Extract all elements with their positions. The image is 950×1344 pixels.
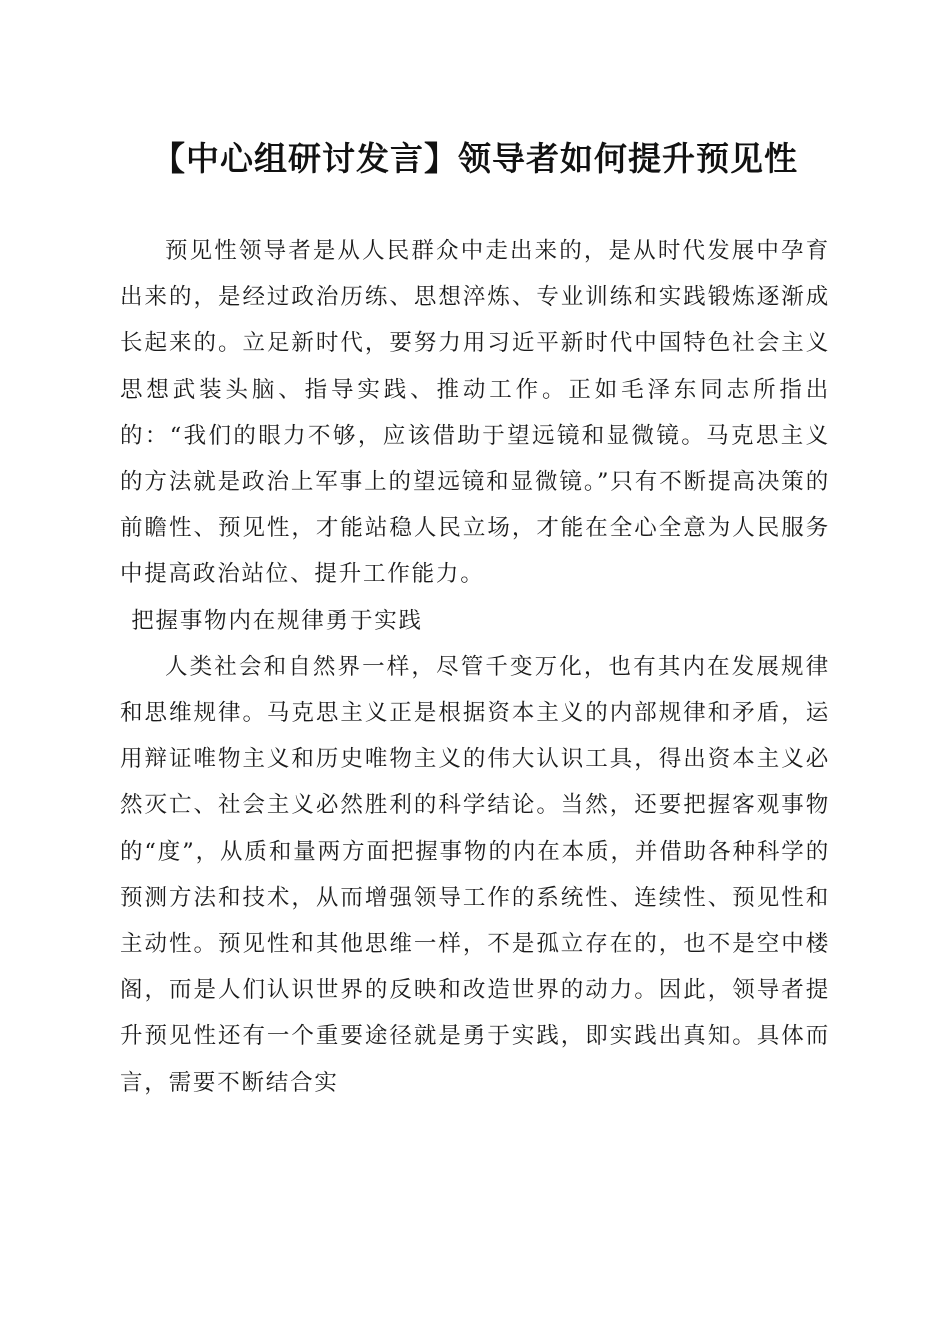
paragraph-body: 人类社会和自然界一样，尽管千变万化，也有其内在发展规律和思维规律。马克思主义正是根据资本主义的内部规律和矛盾，运用辩证唯物主义和历史唯物主义的伟大认识工具，得出资本主义必然灭亡、社会主义必然胜利的科学结论。当然，还要把握客观事物的“度”，从质和量两方面把握事物的内在本质，并借助各种科学的预测方法和技术，从而增强领导工作的系统性、连续性、预见性和主动性。预见性和其他思维一样，不是孤立存在的，也不是空中楼阁，而是人们认识世界的反映和改造世界的动力。因此，领导者提升预见性还有一个重要途径就是勇于实践，即实践出真知。具体而言，需要不断结合实 bbox=[120, 653, 830, 1096]
document-title: 【中心组研讨发言】领导者如何提升预见性 bbox=[152, 139, 798, 178]
section-heading: 把握事物内在规律勇于实践 bbox=[131, 607, 423, 634]
document-body bbox=[120, 228, 830, 1106]
paragraph-intro: 预见性领导者是从人民群众中走出来的，是从时代发展中孕育出来的，是经过政治历练、思想淬炼、专业训练和实践锻炼逐渐成长起来的。立足新时代，要努力用习近平新时代中国特色社会主义思想武装头脑、指导实践、推动工作。正如毛泽东同志所指出的：“我们的眼力不够，应该借助于望远镜和显微镜。马克思主义的方法就是政治上军事上的望远镜和显微镜。”只有不断提高决策的前瞻性、预见性，才能站稳人民立场，才能在全心全意为人民服务中提高政治站位、提升工作能力。 bbox=[120, 238, 830, 588]
